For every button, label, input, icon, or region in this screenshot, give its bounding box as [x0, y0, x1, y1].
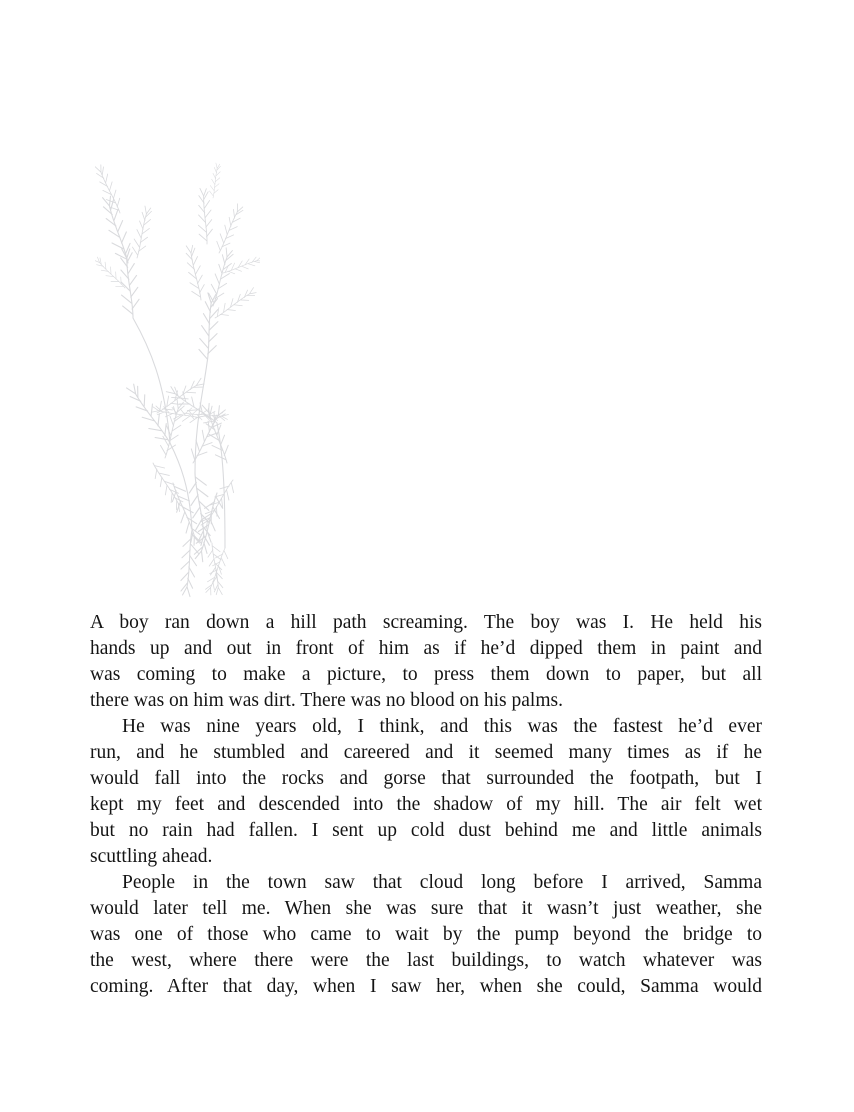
text-line: kept my feet and descended into the shadow of my hill. The air felt wet: [90, 794, 762, 815]
page-text: [90, 610, 762, 1000]
text-line: He was nine years old, I think, and this was the fastest he’d ever: [122, 716, 762, 737]
text-line: run, and he stumbled and careered and it seemed many times as if he: [90, 742, 762, 763]
text-line: hands up and out in front of him as if he’d dipped them in paint and: [90, 638, 762, 659]
botanical-sketch: [95, 158, 260, 603]
text-line: A boy ran down a hill path screaming. The boy was I. He held his: [90, 612, 762, 633]
gorse-branch-illustration: [95, 158, 260, 603]
text-line: would fall into the rocks and gorse that surrounded the footpath, but I: [90, 768, 762, 789]
paragraph-2: [90, 714, 762, 870]
text-line: coming. After that day, when I saw her, when she could, Samma would: [90, 976, 762, 997]
paragraph-1: [90, 610, 762, 714]
text-line: the west, where there were the last buildings, to watch whatever was: [90, 950, 762, 971]
text-line: scuttling ahead.: [90, 846, 213, 867]
text-line: would later tell me. When she was sure that it wasn’t just weather, she: [90, 898, 762, 919]
text-line: was coming to make a picture, to press them down to paper, but all: [90, 664, 762, 685]
text-line: there was on him was dirt. There was no blood on his palms.: [90, 690, 563, 711]
text-line: but no rain had fallen. I sent up cold dust behind me and little animals: [90, 820, 762, 841]
text-line: People in the town saw that cloud long before I arrived, Samma: [122, 872, 762, 893]
paragraph-3: [90, 870, 762, 1000]
text-line: was one of those who came to wait by the pump beyond the bridge to: [90, 924, 762, 945]
